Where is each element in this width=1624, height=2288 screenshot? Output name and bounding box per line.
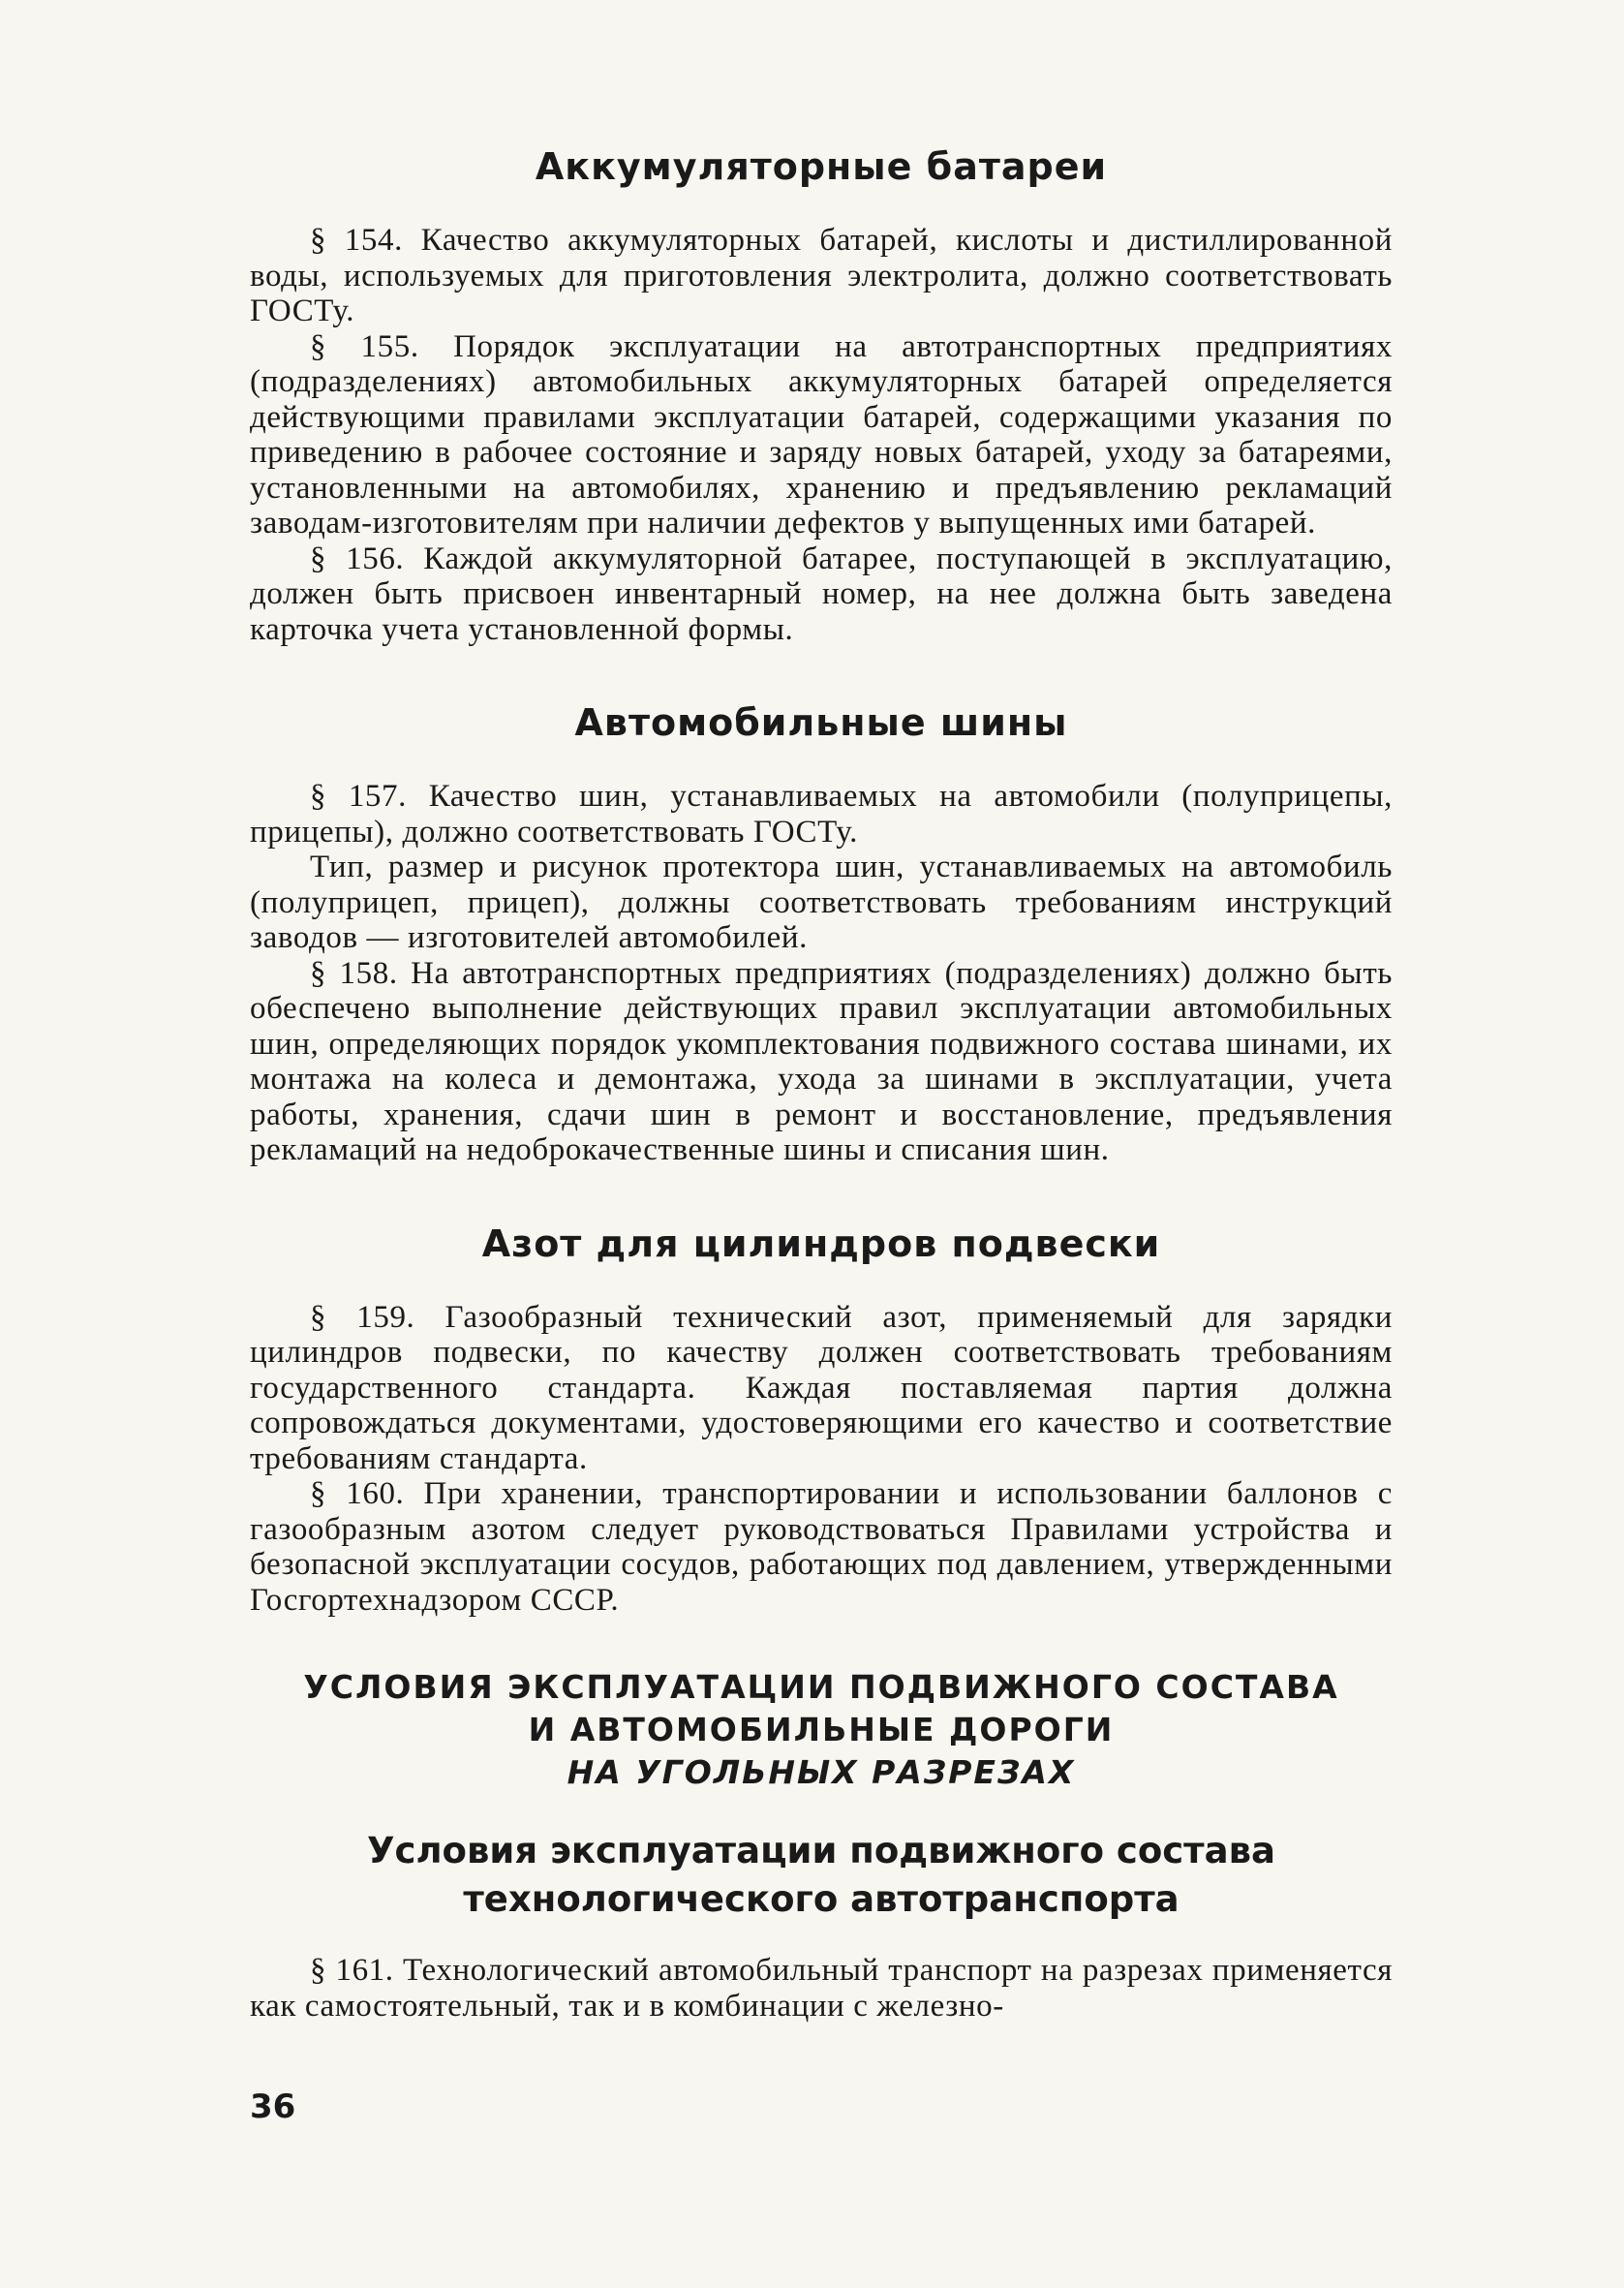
paragraph-157-cont: Тип, размер и рисунок протектора шин, устанавливаемых на автомобиль (полуприцеп, прицеп), должны соответствовать требованиям инструкций заводов — изготовителей автомобилей. [250, 850, 1393, 955]
paragraph-157: § 157. Качество шин, устанавливаемых на автомобили (полуприцепы, прицепы), должно соответствовать ГОСТу. [250, 779, 1393, 850]
section-subtitle-line2: технологического автотранспорта [463, 1878, 1180, 1920]
paragraph-155: § 155. Порядок эксплуатации на автотранспортных предприятиях (подразделениях) автомобильных аккумуляторных батарей определяется действующими правилами эксплуатации батарей, содержащими указания по приведению в рабочее состояние и заряду новых батарей, уходу за батареями, установленными на автомобилях, хранению и предъявлению рекламаций заводам-изготовителям при наличии дефектов у выпущенных ими батарей. [250, 328, 1393, 541]
chapter-title-line2: И АВТОМОБИЛЬНЫЕ ДОРОГИ [528, 1711, 1115, 1748]
heading-batteries: Аккумуляторные батареи [535, 145, 1108, 188]
paragraph-156: § 156. Каждой аккумуляторной батарее, поступающей в эксплуатацию, должен быть присвоен инвентарный номер, на нее должна быть заведена карточка учета установленной формы. [250, 541, 1393, 647]
paragraph-159: § 159. Газообразный технический азот, применяемый для зарядки цилиндров подвески, по качеству должен соответствовать требованиям государственного стандарта. Каждая поставляемая партия должна сопровождаться документами, удостоверяющими его качество и соответствие требованиям стандарта. [250, 1299, 1393, 1476]
heading-tires: Автомобильные шины [574, 701, 1068, 744]
page-number: 36 [250, 2087, 296, 2126]
paragraph-154: § 154. Качество аккумуляторных батарей, кислоты и дистиллированной воды, используемых для приготовления электролита, должно соответствовать ГОСТу. [250, 223, 1393, 328]
section-subtitle [250, 1827, 1393, 1924]
chapter-title [250, 1666, 1393, 1794]
paragraph-158: § 158. На автотранспортных предприятиях (подразделениях) должно быть обеспечено выполнение действующих правил эксплуатации автомобильных шин, определяющих порядок укомплектования подвижного состава шинами, их монтажа на колеса и демонтажа, ухода за шинами в эксплуатации, учета работы, хранения, сдачи шин в ремонт и восстановление, предъявления рекламаций на недоброкачественные шины и списания шин. [250, 955, 1393, 1167]
heading-nitrogen: Азот для цилиндров подвески [481, 1221, 1161, 1265]
chapter-title-line3: НА УГОЛЬНЫХ РАЗРЕЗАХ [567, 1753, 1076, 1791]
section-subtitle-line1: Условия эксплуатации подвижного состава [367, 1830, 1275, 1871]
paragraph-160: § 160. При хранении, транспортировании и использовании баллонов с газообразным азотом следует руководствоваться Правилами устройства и безопасной эксплуатации сосудов, работающих под давлением, утвержденными Госгортехнадзором СССР. [250, 1476, 1393, 1618]
chapter-title-line1: УСЛОВИЯ ЭКСПЛУАТАЦИИ ПОДВИЖНОГО СОСТАВА [303, 1668, 1339, 1706]
paragraph-161: § 161. Технологический автомобильный транспорт на разрезах применяется как самостоятельный, так и в комбинации с железно- [250, 1953, 1393, 2024]
text-column [250, 145, 1393, 2024]
